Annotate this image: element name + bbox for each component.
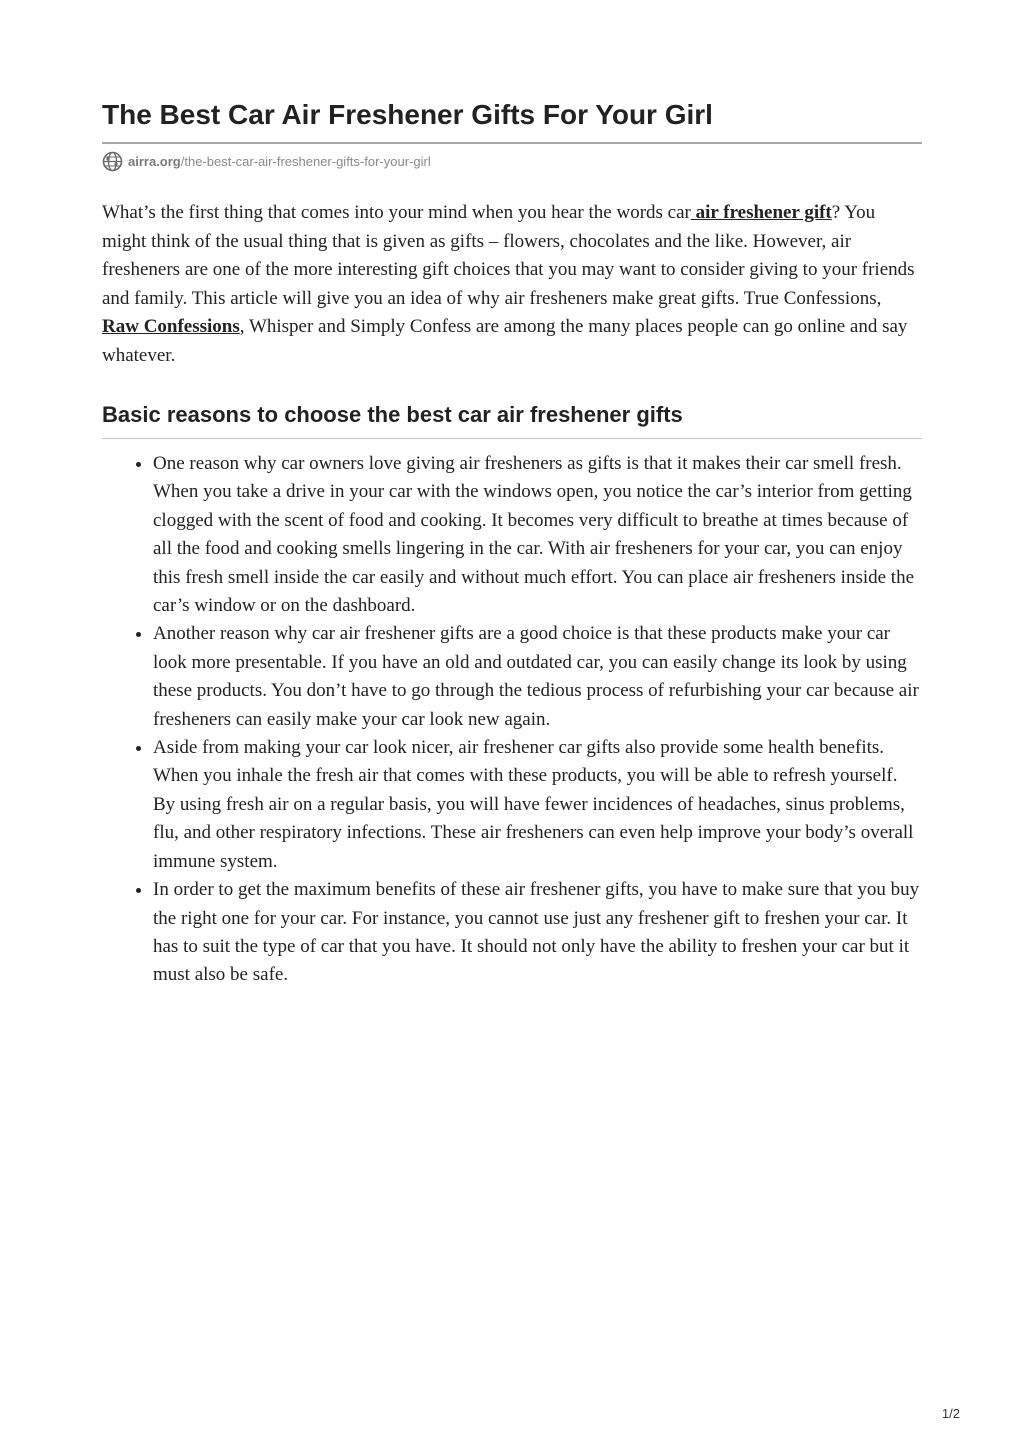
page-number: 1/2 [941,1406,960,1421]
air-freshener-gift-link[interactable]: air freshener gift [690,202,832,223]
intro-text-2: ? You might think of the usual thing that is given as gifts – flowers, chocolates and the like. However, air fresheners are one of the more interesting gift choices that you may want to consider giving to your friends and family. This article will give you an idea of why air fresheners make great gifts. True Confessions, [102,202,915,309]
article [102,96,922,990]
list-item: • Another reason why car air freshener gifts are a good choice is that these products make your car look more presentable. If you have an old and outdated car, you can easily change its look by using these products. You don’t have to go through the tedious process of refurbishing your car because air fresheners can easily make your car look new again. [153,620,922,734]
article-title: The Best Car Air Freshener Gifts For Your Girl [102,96,922,144]
list-item: • In order to get the maximum benefits of these air freshener gifts, you have to make sure that you buy the right one for your car. For instance, you cannot use just any freshener gift to freshen your car. It has to suit the type of car that you have. It should not only have the ability to freshen your car but it must also be safe. [153,876,922,990]
source-link[interactable] [128,153,431,171]
globe-icon [102,151,123,172]
raw-confessions-link[interactable]: Raw Confessions [102,316,240,337]
source-domain: airra.org [128,153,181,169]
intro-text-3: , Whisper and Simply Confess are among the many places people can go online and say whatever. [102,316,908,366]
reasons-list [102,450,922,990]
section-heading: Basic reasons to choose the best car air freshener gifts [102,400,922,439]
source-path: /the-best-car-air-freshener-gifts-for-your-girl [180,153,431,169]
list-item: • Aside from making your car look nicer, air freshener car gifts also provide some health benefits. When you inhale the fresh air that comes with these products, you will be able to refresh yourself. By using fresh air on a regular basis, you will have fewer incidences of headaches, sinus problems, flu, and other respiratory infections. These air fresheners can even help improve your body’s overall immune system. [153,734,922,876]
list-item: • One reason why car owners love giving air fresheners as gifts is that it makes their car smell fresh. When you take a drive in your car with the windows open, you notice the car’s interior from getting clogged with the scent of food and cooking. It becomes very difficult to breathe at times because of all the food and cooking smells lingering in the car. With air fresheners for your car, you can enjoy this fresh smell inside the car easily and without much effort. You can place air fresheners inside the car’s window or on the dashboard. [153,450,922,620]
intro-paragraph [102,199,922,370]
source-line [102,151,922,172]
intro-text-1: What’s the first thing that comes into your mind when you hear the words car [102,202,691,223]
